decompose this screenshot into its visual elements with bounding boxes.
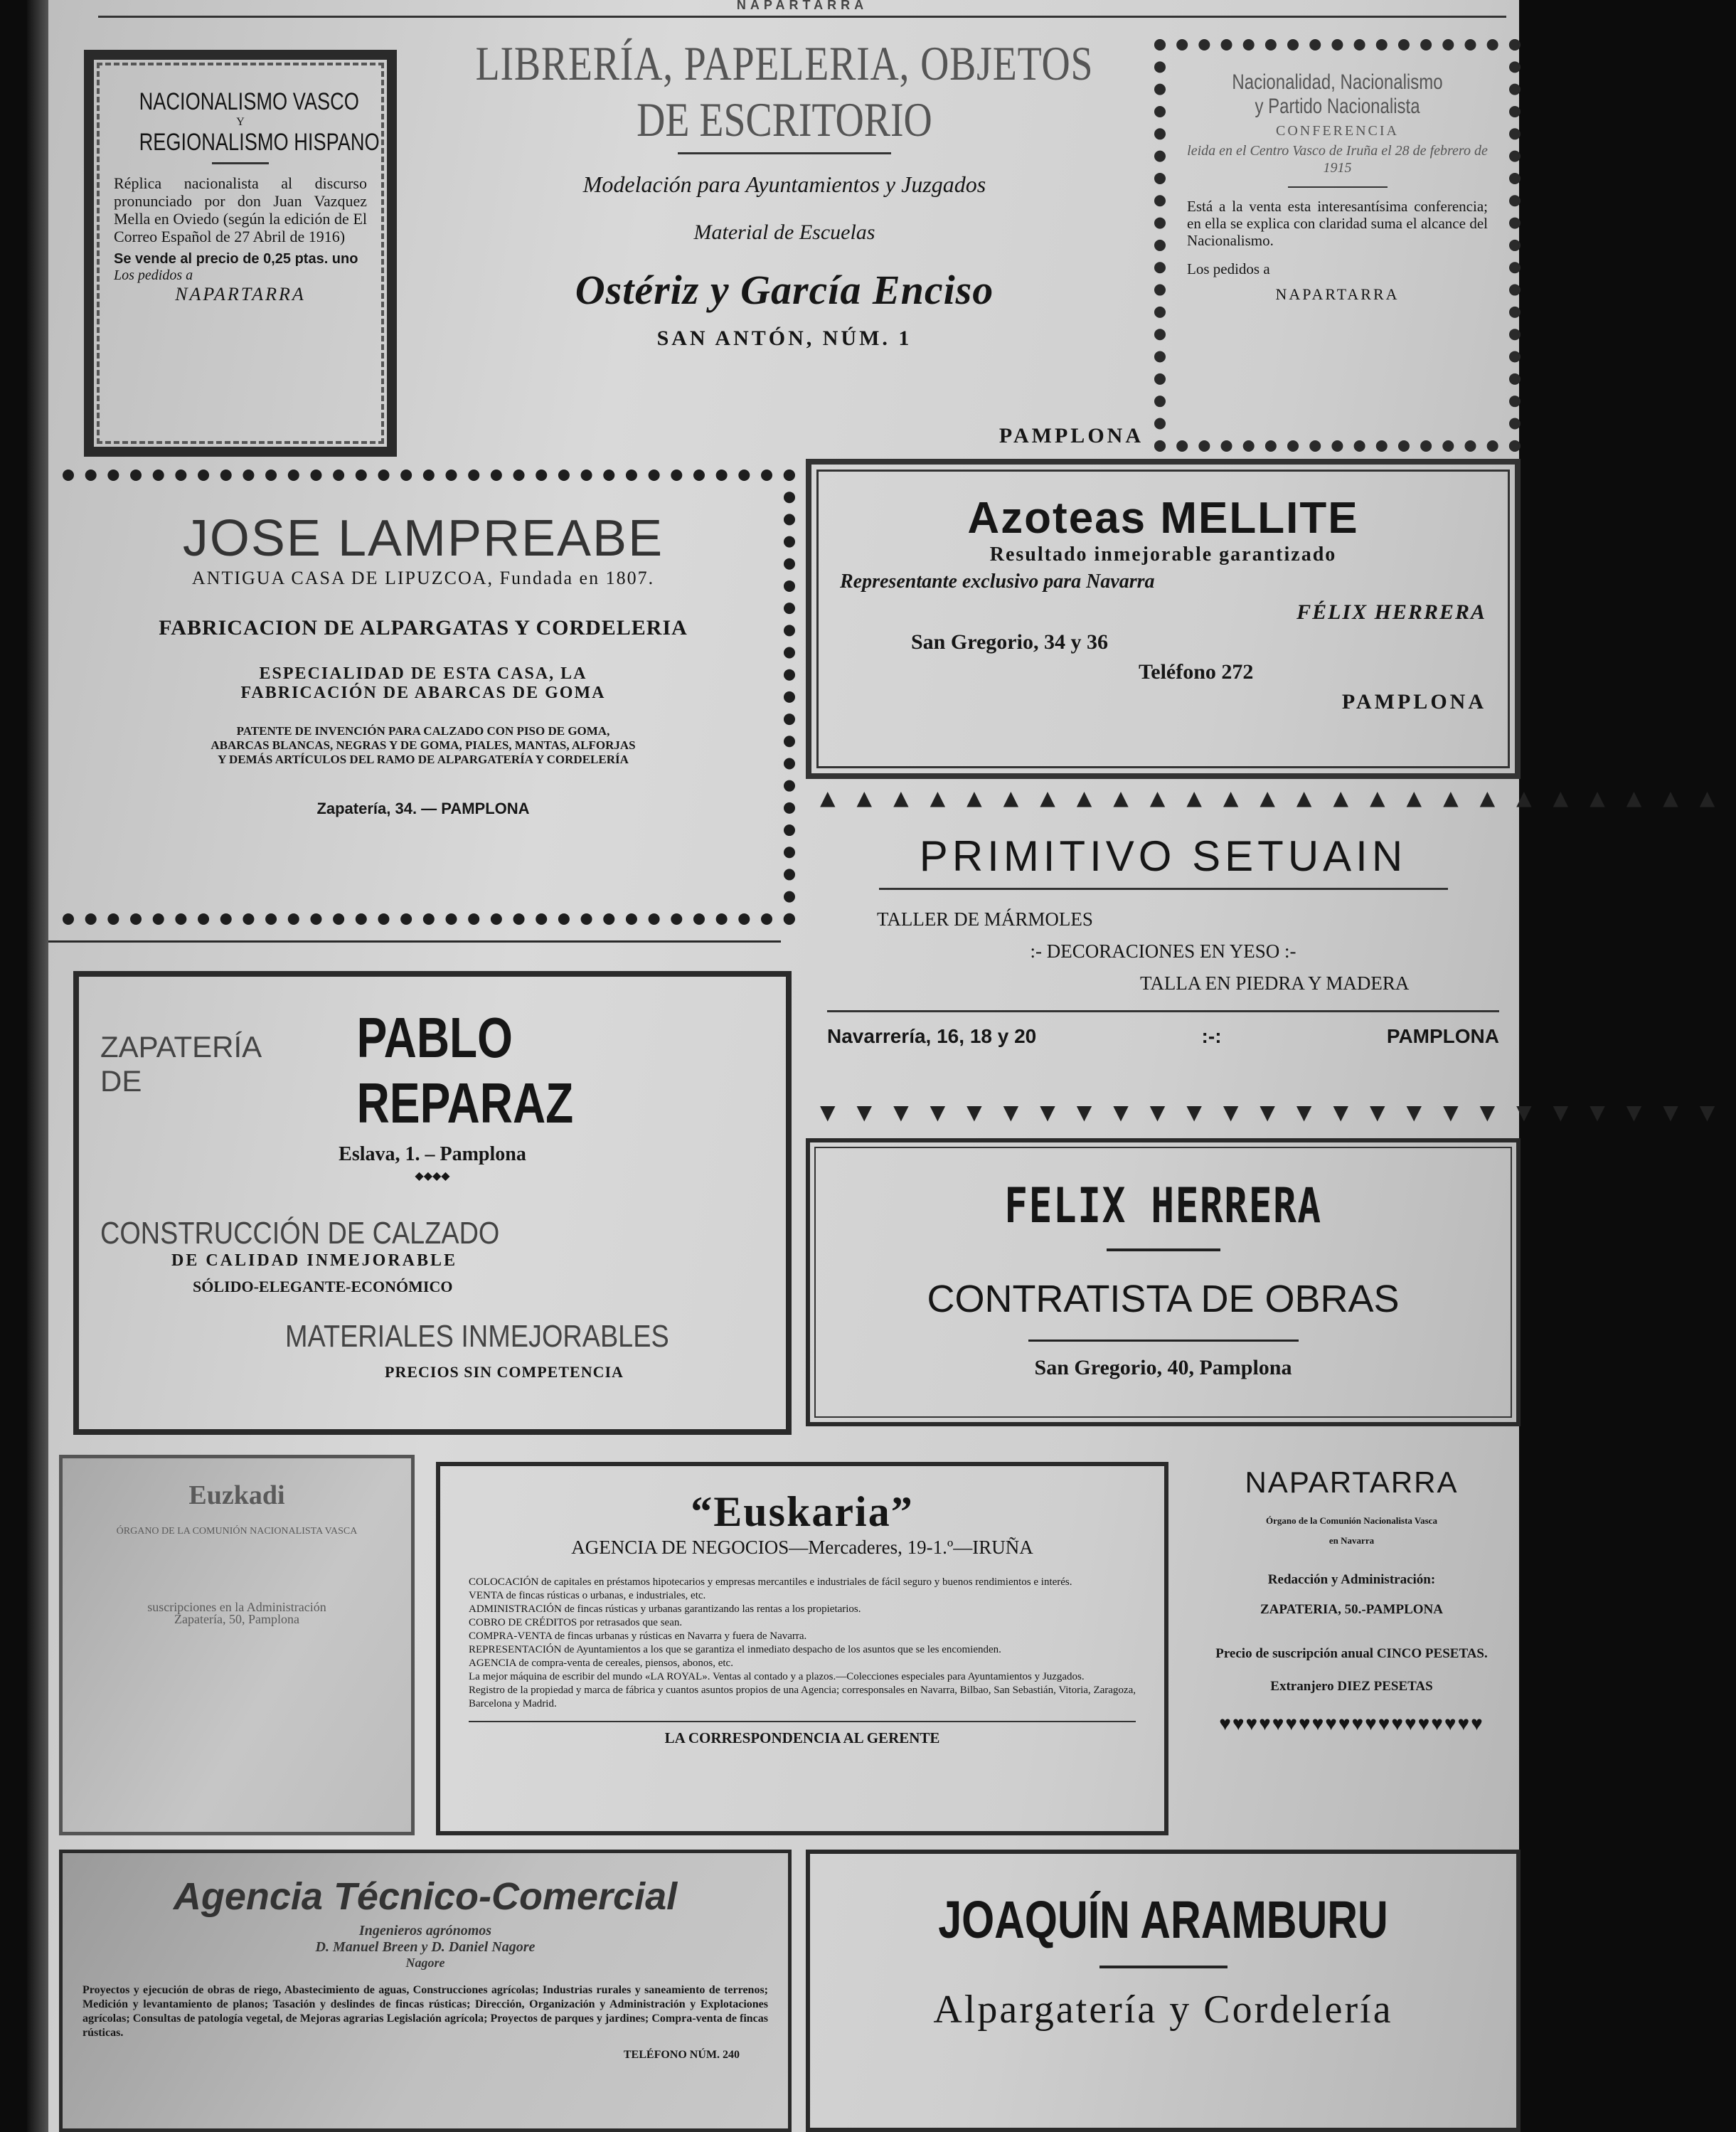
ad-line: SÓLIDO-ELEGANTE-ECONÓMICO [193,1278,453,1295]
ad-title: Nacionalidad, Nacionalismo [1232,70,1443,94]
ad-spec: ESPECIALIDAD DE ESTA CASA, LA [259,664,587,683]
ad-title-big: PABLO REPARAZ [356,1006,574,1135]
triangle-border-bottom: ▼▼▼▼▼▼▼▼▼▼▼▼▼▼▼▼▼▼▼▼▼▼▼▼▼ [820,1101,1736,1124]
ad-sep: :-: [1201,1025,1222,1047]
ad-line: TALLER DE MÁRMOLES [877,908,1093,930]
ad-orders: Los pedidos a [1187,260,1270,277]
ad-name: FÉLIX HERRERA [1296,600,1486,624]
rule [1099,1966,1228,1968]
ad-line: Ingenieros agrónomos [358,1923,492,1939]
rule [1028,1340,1299,1342]
ad-conferencia [1154,39,1521,452]
heart-border: ♥♥♥♥♥♥♥♥♥♥♥♥♥♥♥♥♥♥♥♥ [1219,1713,1484,1735]
ad-line: Redacción y Administración: [1267,1572,1436,1587]
ad-body-item: COMPRA-VENTA de fincas urbanas y rústicas en Navarra y fuera de Navarra. [469,1630,807,1642]
rule [212,162,269,164]
ad-line: Precio de suscripción anual CINCO PESETAS. Extranjero DIEZ PESETAS [1215,1646,1488,1694]
ad-line: D. Manuel Breen y D. Daniel Nagore [315,1939,536,1955]
ad-aramburu [806,1850,1521,2132]
ad-napartarra [1183,1451,1521,1835]
ad-address: Zapatería, 34. — PAMPLONA [316,800,530,817]
ad-footer [827,1025,1499,1048]
ad-orders: Los pedidos a [114,267,193,283]
triangle-border-top: ▲▲▲▲▲▲▲▲▲▲▲▲▲▲▲▲▲▲▲▲▲▲▲▲▲ [820,786,1736,810]
divider [41,940,781,943]
ad-subtitle: CONFERENCIA [1275,123,1399,139]
ad-body-item: REPRESENTACIÓN de Ayuntamientos a los que se garantiza el inmediato despacho de los asuntos que se les encomienden. [469,1644,1001,1655]
ad-body-item: ADMINISTRACIÓN de fincas rústicas y urbanas garantizando las rentas a los propietarios. [469,1603,861,1615]
ad-title: y Partido Nacionalista [1255,95,1420,118]
ad-title: NAPARTARRA [1245,1465,1459,1499]
ad-line: suscripciones en la Administración [147,1600,326,1614]
ad-address: SAN ANTÓN, NÚM. 1 [656,327,912,350]
ad-nacionalismo [84,50,397,457]
ad-spec: FABRICACIÓN DE ABARCAS DE GOMA [240,684,606,702]
ad-azoteas [806,459,1521,779]
ad-line: ZAPATERIA, 50.-PAMPLONA [1260,1602,1443,1617]
ad-line: Alpargatería y Cordelería [933,1988,1393,2032]
ad-line: CONSTRUCCIÓN DE CALZADO [100,1216,500,1251]
ad-to: NAPARTARRA [1275,285,1400,303]
ad-line: Nagore [405,1956,445,1970]
ad-body: Proyectos y ejecución de obras de riego, Abastecimiento de aguas, Construcciones agrícolas; Industrias rurales y saneamiento de terrenos; Medición y levantamiento de planos; Tasación y deslindes de fincas rústicas; Dirección, Organización y Administración y Explotaciones agrícolas; Consultas de patología vegetal, de Mejoras agrarias Legislación agrícola; Proyectos de parques y jardines; Compra-venta de fincas rústicas. [82,1984,768,2039]
ad-body-item: COLOCACIÓN de capitales en préstamos hipotecarios y empresas mercantiles e industriales de fácil seguro y buenos rendimientos e interés. [469,1576,1072,1588]
ad-price: Se vende al precio de 0,25 ptas. uno [114,251,358,267]
ornament: ◆◆◆◆ [415,1170,450,1182]
newspaper-page [27,0,1736,2132]
ad-name: PRIMITIVO SETUAIN [919,832,1407,880]
ad-phone: Teléfono 272 [1139,660,1254,684]
ad-line: Representante exclusivo para Navarra [840,571,1155,593]
ad-title: LIBRERÍA, PAPELERIA, OBJETOS [475,36,1094,90]
ad-line: Resultado inmejorable garantizado [989,543,1337,566]
ad-body [469,1576,1136,1711]
ad-line: en Navarra [1328,1535,1375,1546]
ad-body-item: La mejor máquina de escribir del mundo «LA ROYAL». Ventas al contado y a plazos.—Colecciones especiales para Ayuntamientos y Juzgados. [469,1671,1085,1682]
ad-title: Euzkadi [188,1480,285,1510]
ad-city: PAMPLONA [1341,690,1486,714]
ad-title: “Euskaria” [691,1488,914,1535]
ad-libreria [425,36,1144,455]
ad-euzkadi [59,1455,415,1835]
ad-city: PAMPLONA [999,424,1144,447]
ad-body-item: AGENCIA de compra-venta de cereales, piensos, abonos, etc. [469,1658,733,1669]
ad-patent: PATENTE DE INVENCIÓN PARA CALZADO CON PISO DE GOMA, [236,724,610,738]
rule [879,888,1448,890]
ad-herrera [806,1138,1521,1426]
rule [469,1721,1136,1722]
ad-title: REGIONALISMO HISPANO [139,129,380,156]
masthead: NAPARTARRA [98,0,1506,18]
ad-footer: LA CORRESPONDENCIA AL GERENTE [664,1729,940,1746]
ad-name: JOAQUÍN ARAMBURU [938,1890,1388,1949]
ad-address: Eslava, 1. – Pamplona [339,1143,526,1165]
ad-line: ÓRGANO DE LA COMUNIÓN NACIONALISTA VASCA [116,1526,358,1537]
rule [1107,1248,1220,1251]
ad-address: San Gregorio, 34 y 36 [911,630,1108,654]
ad-header [100,1005,765,1136]
ad-sub: AGENCIA DE NEGOCIOS—Mercaderes, 19-1.º—IRUÑA [571,1537,1033,1558]
ad-address: Navarrería, 16, 18 y 20 [827,1025,1037,1047]
ad-line: PRECIOS SIN COMPETENCIA [385,1363,624,1381]
ad-line: :- DECORACIONES EN YESO :- [1030,940,1296,962]
ad-line: DE CALIDAD INMEJORABLE [171,1251,458,1270]
ad-read: leida en el Centro Vasco de Iruña el 28 de febrero de 1915 [1187,143,1488,176]
ad-line: Órgano de la Comunión Nacionalista Vasca [1266,1515,1437,1526]
ad-title: Agencia Técnico-Comercial [173,1875,678,1918]
ad-name: Ostériz y García Enciso [575,267,994,313]
ad-title: DE ESCRITORIO [637,92,932,147]
ad-line: CONTRATISTA DE OBRAS [927,1278,1400,1320]
ad-line: MATERIALES INMEJORABLES [285,1319,669,1354]
ad-line: Zapatería, 50, Pamplona [174,1612,299,1626]
page-binding-edge [27,0,48,2132]
ad-name: FELIX HERRERA [1004,1178,1322,1234]
ad-title-small: ZAPATERÍA DE [100,1030,260,1098]
ad-line: Modelación para Ayuntamientos y Juzgados [582,171,986,197]
ad-body: Está a la venta esta interesantísima conferencia; en ella se explica con claridad suma el alcance del Nacionalismo. [1187,198,1488,249]
ad-sub: ANTIGUA CASA DE LIPUZCOA, Fundada en 1807. [191,568,655,588]
ad-to: NAPARTARRA [175,284,306,304]
rule [678,152,891,154]
ad-lampreabe [63,470,795,925]
ad-setuain [806,786,1736,1124]
ad-tecnico [59,1850,792,2132]
rule [1288,186,1388,188]
ad-title-y: Y [236,116,245,128]
rule [827,1010,1499,1012]
ad-reparaz [73,971,792,1435]
ad-patent: Y DEMÁS ARTÍCULOS DEL RAMO DE ALPARGATERÍA Y CORDELERÍA [218,753,629,766]
ad-city: PAMPLONA [1386,1025,1499,1047]
ad-name: JOSE LAMPREABE [182,510,664,567]
ad-body-item: Registro de la propiedad y marca de fábrica y cuantos asuntos propios de una Agencia; corresponsales en Navarra, Bilbao, San Sebastián, Vitoria, Zaragoza, Barcelona y Madrid. [469,1685,1136,1709]
ad-phone: TELÉFONO NÚM. 240 [623,2049,740,2061]
ad-euskaria [436,1462,1168,1835]
ad-title: NACIONALISMO VASCO [139,88,359,115]
ad-body: Réplica nacionalista al discurso pronunciado por don Juan Vazquez Mella en Oviedo (según la edición de El Correo Español de 27 Abril de 1916) [114,174,367,245]
ad-title: Azoteas MELLITE [967,494,1359,543]
ad-fab: FABRICACION DE ALPARGATAS Y CORDELERIA [159,616,688,640]
ad-address: San Gregorio, 40, Pamplona [1034,1356,1292,1379]
ad-patent: ABARCAS BLANCAS, NEGRAS Y DE GOMA, PIALES, MANTAS, ALFORJAS [211,738,636,752]
ad-line: TALLA EN PIEDRA Y MADERA [1140,972,1410,994]
ad-body-item: VENTA de fincas rústicas o urbanas, e industriales, etc. [469,1590,706,1601]
ad-body-item: COBRO DE CRÉDITOS por retrasados que sean. [469,1617,683,1628]
ad-line: Material de Escuelas [693,221,875,244]
